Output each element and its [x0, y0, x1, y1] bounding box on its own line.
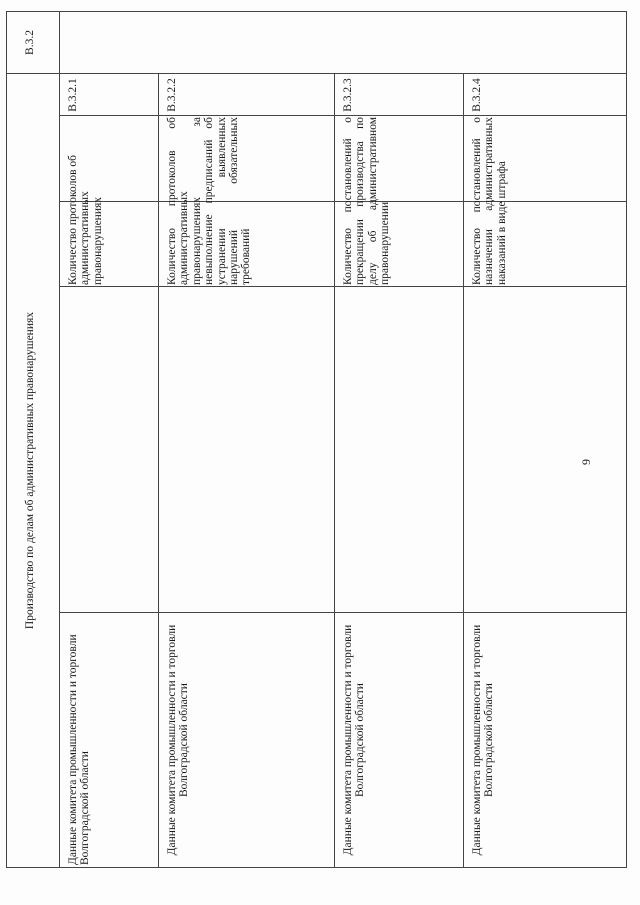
table-line-bottom — [626, 12, 627, 868]
row-3-code: В.3.2.3 — [342, 78, 354, 112]
row-2-name: Количество протоколов об административных правонарушениях за невыполнение предписаний об устранении выявленных нарушений обязательных требований — [166, 117, 253, 285]
table-line-right — [6, 11, 627, 12]
row-1-source-text: Данные комитета промышленности и торговли Волгоградской области — [67, 634, 92, 865]
table-line-col3 — [334, 74, 335, 868]
table-line-left — [6, 867, 627, 868]
row-4-source-text: Данные комитета промышленности и торговли Волгоградской области — [471, 624, 496, 856]
table-line-col2 — [158, 74, 159, 868]
section-code: В.3.2 — [24, 30, 36, 55]
row-2-source-text: Данные комитета промышленности и торговли Волгоградской области — [166, 624, 191, 856]
row-2-code: В.3.2.2 — [166, 78, 178, 112]
section-title: Производство по делам об административных правонарушениях — [24, 311, 36, 630]
page-number: 9 — [579, 459, 593, 465]
row-1-code: В.3.2.1 — [67, 78, 79, 112]
row-3-source-text: Данные комитета промышленности и торговли Волгоградской области — [342, 624, 367, 856]
table-line-top — [6, 12, 7, 868]
table-line-v4 — [59, 115, 627, 116]
table-line-col4 — [463, 74, 464, 868]
table-line-v1 — [59, 612, 627, 613]
table-line-col1 — [59, 12, 60, 868]
row-1-name: Количество протоколов об административных правонарушениях — [67, 155, 104, 285]
row-4-code: В.3.2.4 — [471, 78, 483, 112]
row-3-name: Количество постановлений о прекращении производства по делу об административном правонарушении — [342, 117, 392, 285]
table-line-v2 — [59, 286, 627, 287]
row-4-name: Количество постановлений о назначении административных наказаний в виде штрафа — [471, 117, 508, 285]
table-line-v5 — [6, 73, 627, 74]
